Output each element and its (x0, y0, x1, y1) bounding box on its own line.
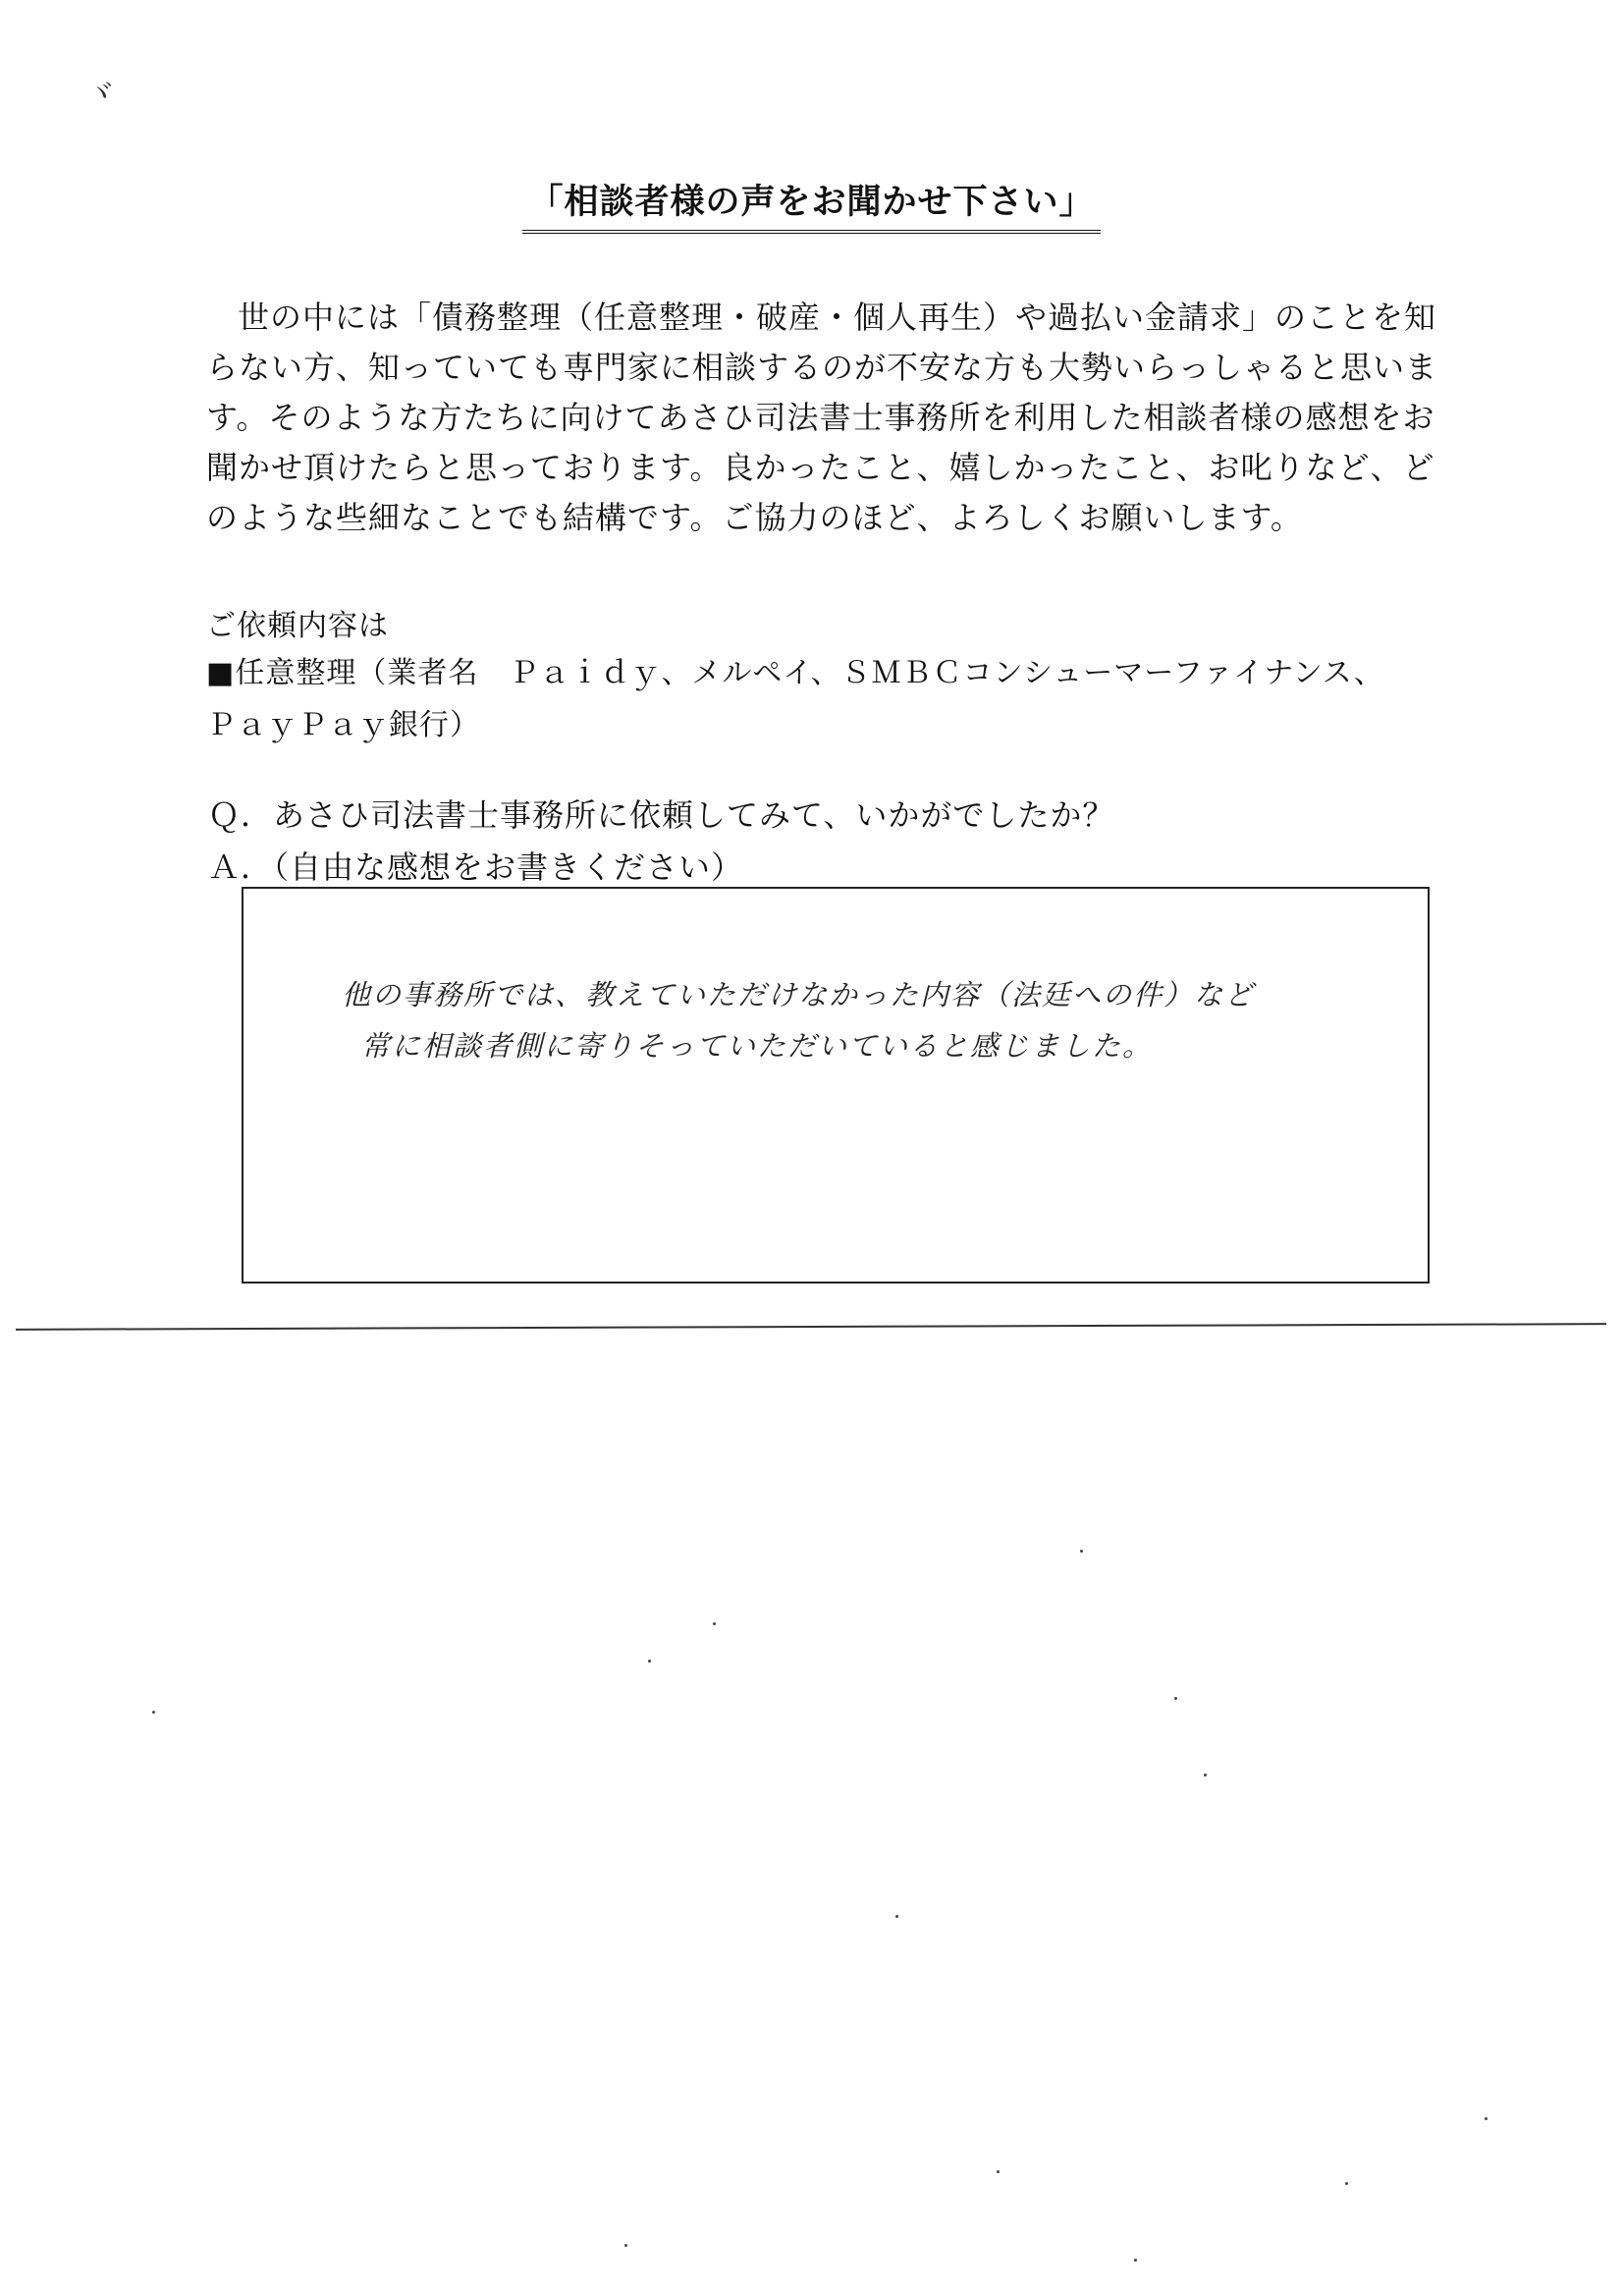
scan-speck (997, 2170, 1000, 2173)
question-text: Ｑ．あさひ司法書士事務所に依頼してみて、いかがでしたか？ (208, 796, 1115, 834)
corner-scan-mark: ヾ (86, 77, 116, 111)
scan-speck (1134, 2259, 1137, 2262)
handwritten-answer-line-2: 常に相談者側に寄りそっていただいていると感じました。 (361, 1029, 1154, 1063)
page-title-text: 「相談者様の声をお聞かせ下さい」 (522, 175, 1100, 234)
intro-paragraph: 世の中には「債務整理（任意整理・破産・個人再生）や過払い金請求」のことを知らない方、知っていても専門家に相談するのが不安な方も大勢いらっしゃると思います。そのような方たちに向けてあさひ司法書士事務所を利用した相談者様の感想をお聞かせ頂けたらと思っております。良かったこと、嬉しかったこと、お叱りなど、どのような些細なことでも結構です。ご協力のほど、よろしくお願いします。 (206, 299, 1438, 536)
scan-speck (713, 1622, 716, 1625)
request-label: ご依頼内容は (206, 609, 389, 643)
request-detail-line-1: ■任意整理（業者名 Ｐａｉｄｙ、メルペイ、ＳＭＢＣコンシューマーファイナンス、 (206, 656, 1384, 690)
handwritten-answer-line-1: 他の事務所では、教えていただけなかった内容（法廷への件）など (342, 978, 1256, 1011)
section-divider (16, 1323, 1606, 1331)
scan-speck (1174, 1697, 1177, 1700)
scan-speck (1204, 1774, 1207, 1777)
scan-speck (895, 1915, 898, 1918)
scan-speck (1345, 2182, 1348, 2185)
request-detail-line-2: ＰａｙＰａｙ銀行） (206, 708, 480, 742)
scan-speck (648, 1660, 651, 1663)
answer-label: Ａ．（自由な感想をお書きください） (208, 848, 744, 886)
scan-speck (152, 1711, 155, 1714)
page-title (0, 175, 1623, 234)
scan-speck (1485, 2117, 1488, 2120)
answer-box (242, 887, 1430, 1284)
scan-speck (624, 2244, 627, 2247)
scan-speck (1080, 1550, 1083, 1553)
